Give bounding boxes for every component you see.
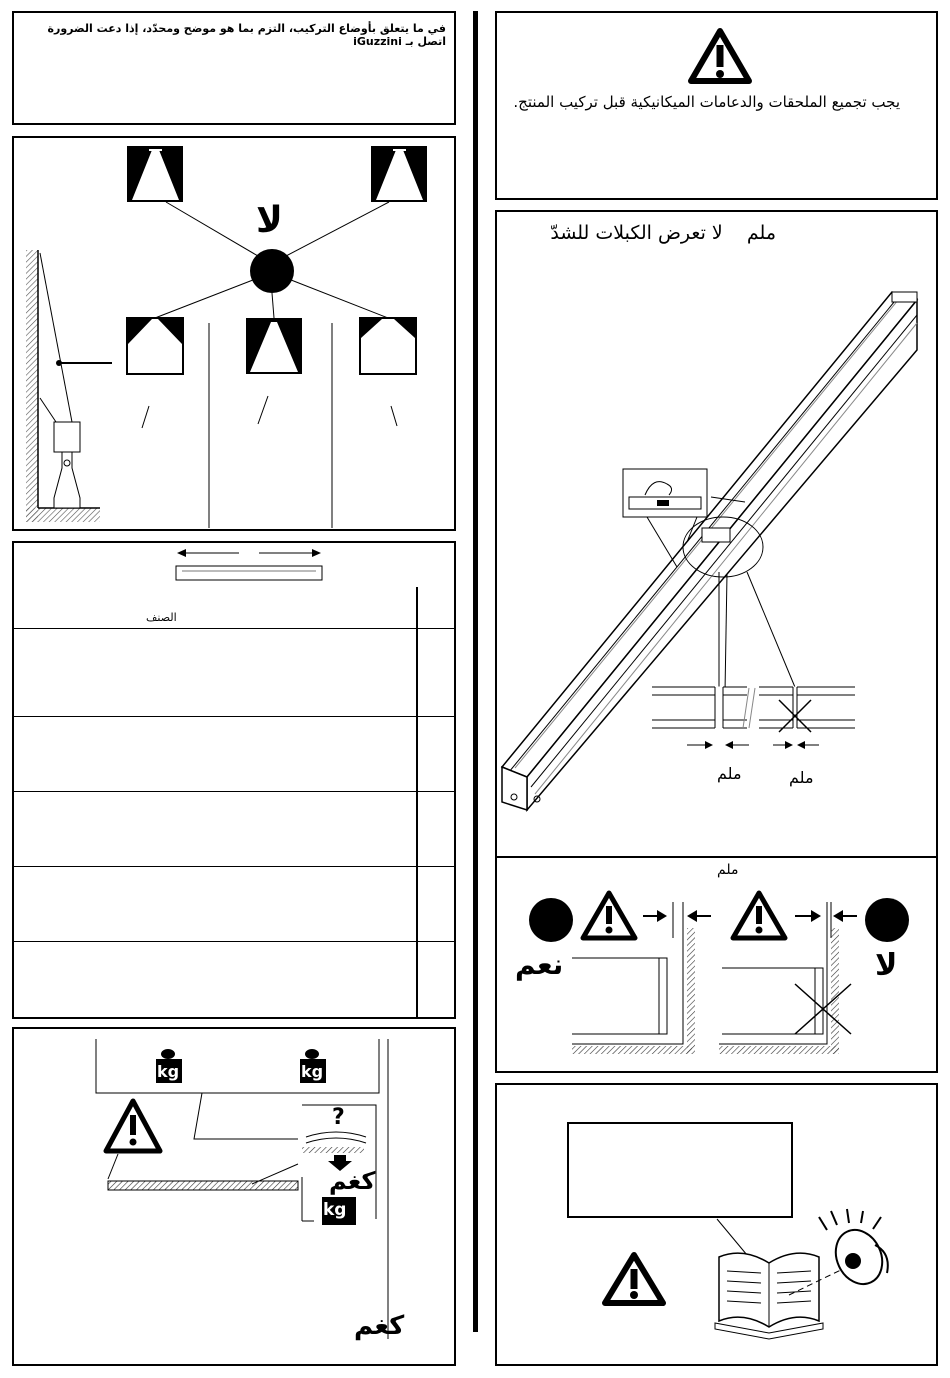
cable-tension-panel — [495, 210, 938, 858]
light-bottom-center — [246, 318, 302, 374]
mm-label-right: ملم — [789, 768, 814, 787]
joint-detail — [652, 687, 855, 749]
gap-panel — [495, 856, 938, 1073]
manual-panel — [495, 1083, 938, 1366]
light-top-left — [127, 146, 183, 202]
rail-diagram — [497, 212, 940, 860]
kg-label-upper: كغم — [329, 1167, 376, 1195]
mounting-positions-diagram — [14, 138, 458, 533]
open-book-icon — [715, 1253, 823, 1339]
light-bottom-right — [360, 318, 416, 374]
rail-hatched — [108, 1181, 298, 1190]
question-mark: ? — [332, 1105, 345, 1130]
table-row — [14, 791, 454, 792]
table-row — [14, 866, 454, 867]
long-rail — [502, 292, 917, 810]
column-divider — [473, 11, 478, 1332]
kg-right-label: kg — [301, 1062, 324, 1081]
warning-triangle-top — [685, 27, 755, 87]
kg-left-label: kg — [157, 1062, 180, 1081]
table-col-divider — [416, 587, 418, 1019]
warning-triangle-weight — [106, 1101, 160, 1151]
gap-diagram — [497, 858, 940, 1075]
no-label: لا — [256, 200, 283, 241]
no-label-gap: لا — [875, 948, 898, 983]
light-top-right — [371, 146, 427, 202]
wall-hatch — [26, 250, 38, 522]
yes-dot — [529, 898, 573, 942]
no-dot — [865, 898, 909, 942]
assembly-warning-panel — [495, 11, 938, 200]
installation-note-text: في ما يتعلق بأوضاع التركيب، التزم بما هو موضح ومحدّد، إذا دعت الضرورة اتصل بـ iGuzzini — [47, 22, 446, 48]
product-table-panel — [12, 541, 456, 1019]
gap-mm-label: ملم — [717, 862, 739, 878]
cable-tension-label: ملم لا تعرض الكبلات للشدّ — [550, 222, 776, 244]
light-bottom-left — [127, 318, 183, 374]
table-row — [14, 941, 454, 942]
table-header-label: الصنف — [146, 611, 177, 624]
kg-question-label: kg — [323, 1200, 347, 1220]
installation-note-panel — [12, 11, 456, 125]
yes-label: نعم — [515, 948, 564, 981]
warning-triangle-no — [733, 893, 785, 938]
manual-diagram — [497, 1085, 940, 1368]
table-row — [14, 628, 454, 629]
assembly-warning-text: يجب تجميع الملحقات والدعامات الميكانيكية قبل تركيب المنتج. — [513, 93, 900, 111]
weight-panel — [12, 1027, 456, 1366]
level-tool-inset — [623, 469, 707, 517]
floor-fixture — [54, 422, 80, 452]
eye-icon — [819, 1209, 891, 1292]
warning-triangle-manual — [605, 1255, 663, 1303]
table-row — [14, 716, 454, 717]
floor-hatch — [26, 508, 100, 522]
product-arrows-diagram — [14, 543, 458, 603]
warning-triangle-yes — [583, 893, 635, 938]
kg-label-lower: كغم — [354, 1311, 405, 1341]
mounting-positions-panel — [12, 136, 456, 531]
mm-label-left: ملم — [717, 764, 742, 783]
